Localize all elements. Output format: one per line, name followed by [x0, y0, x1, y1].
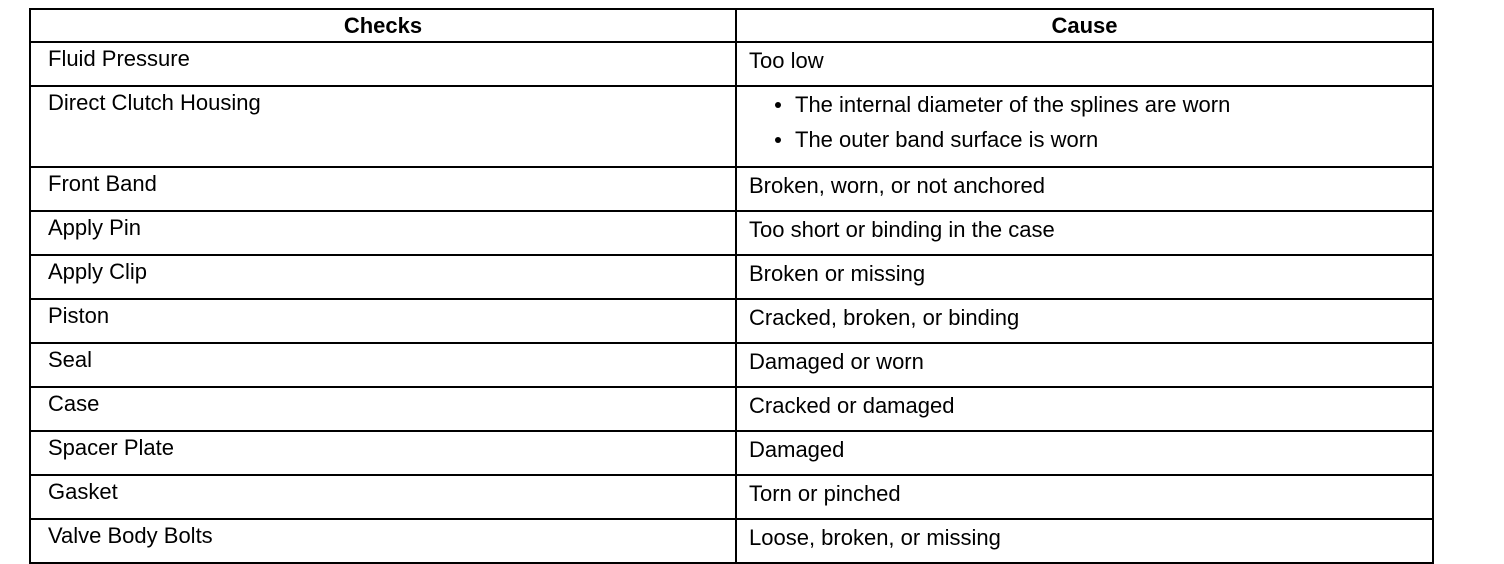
cause-bullet-item: The internal diameter of the splines are worn — [773, 94, 1432, 116]
table-row — [30, 387, 1433, 431]
cause-cell: Broken, worn, or not anchored — [736, 167, 1433, 211]
table-row — [30, 167, 1433, 211]
table-row — [30, 86, 1433, 167]
cause-cell: Torn or pinched — [736, 475, 1433, 519]
check-cell: Direct Clutch Housing — [30, 86, 736, 167]
table-row — [30, 431, 1433, 475]
table-row — [30, 255, 1433, 299]
header-row — [30, 9, 1433, 42]
cause-bullet-item: The outer band surface is worn — [773, 129, 1432, 151]
table-row — [30, 475, 1433, 519]
check-cell: Spacer Plate — [30, 431, 736, 475]
cause-cell: Broken or missing — [736, 255, 1433, 299]
cause-cell: Cracked or damaged — [736, 387, 1433, 431]
table-row — [30, 519, 1433, 563]
table-row — [30, 211, 1433, 255]
check-cell: Gasket — [30, 475, 736, 519]
cause-cell: Loose, broken, or missing — [736, 519, 1433, 563]
table-row — [30, 299, 1433, 343]
table-row — [30, 42, 1433, 86]
cause-header: Cause — [736, 9, 1433, 42]
cause-cell: Damaged or worn — [736, 343, 1433, 387]
check-cell: Case — [30, 387, 736, 431]
checks-table — [29, 8, 1434, 564]
cause-bullet-list — [749, 94, 1432, 151]
cause-cell — [736, 86, 1433, 167]
cause-cell: Too low — [736, 42, 1433, 86]
check-cell: Fluid Pressure — [30, 42, 736, 86]
checks-header: Checks — [30, 9, 736, 42]
check-cell: Piston — [30, 299, 736, 343]
cause-cell: Cracked, broken, or binding — [736, 299, 1433, 343]
check-cell: Valve Body Bolts — [30, 519, 736, 563]
cause-cell: Too short or binding in the case — [736, 211, 1433, 255]
check-cell: Apply Clip — [30, 255, 736, 299]
cause-cell: Damaged — [736, 431, 1433, 475]
table-row — [30, 343, 1433, 387]
check-cell: Front Band — [30, 167, 736, 211]
check-cell: Apply Pin — [30, 211, 736, 255]
check-cell: Seal — [30, 343, 736, 387]
